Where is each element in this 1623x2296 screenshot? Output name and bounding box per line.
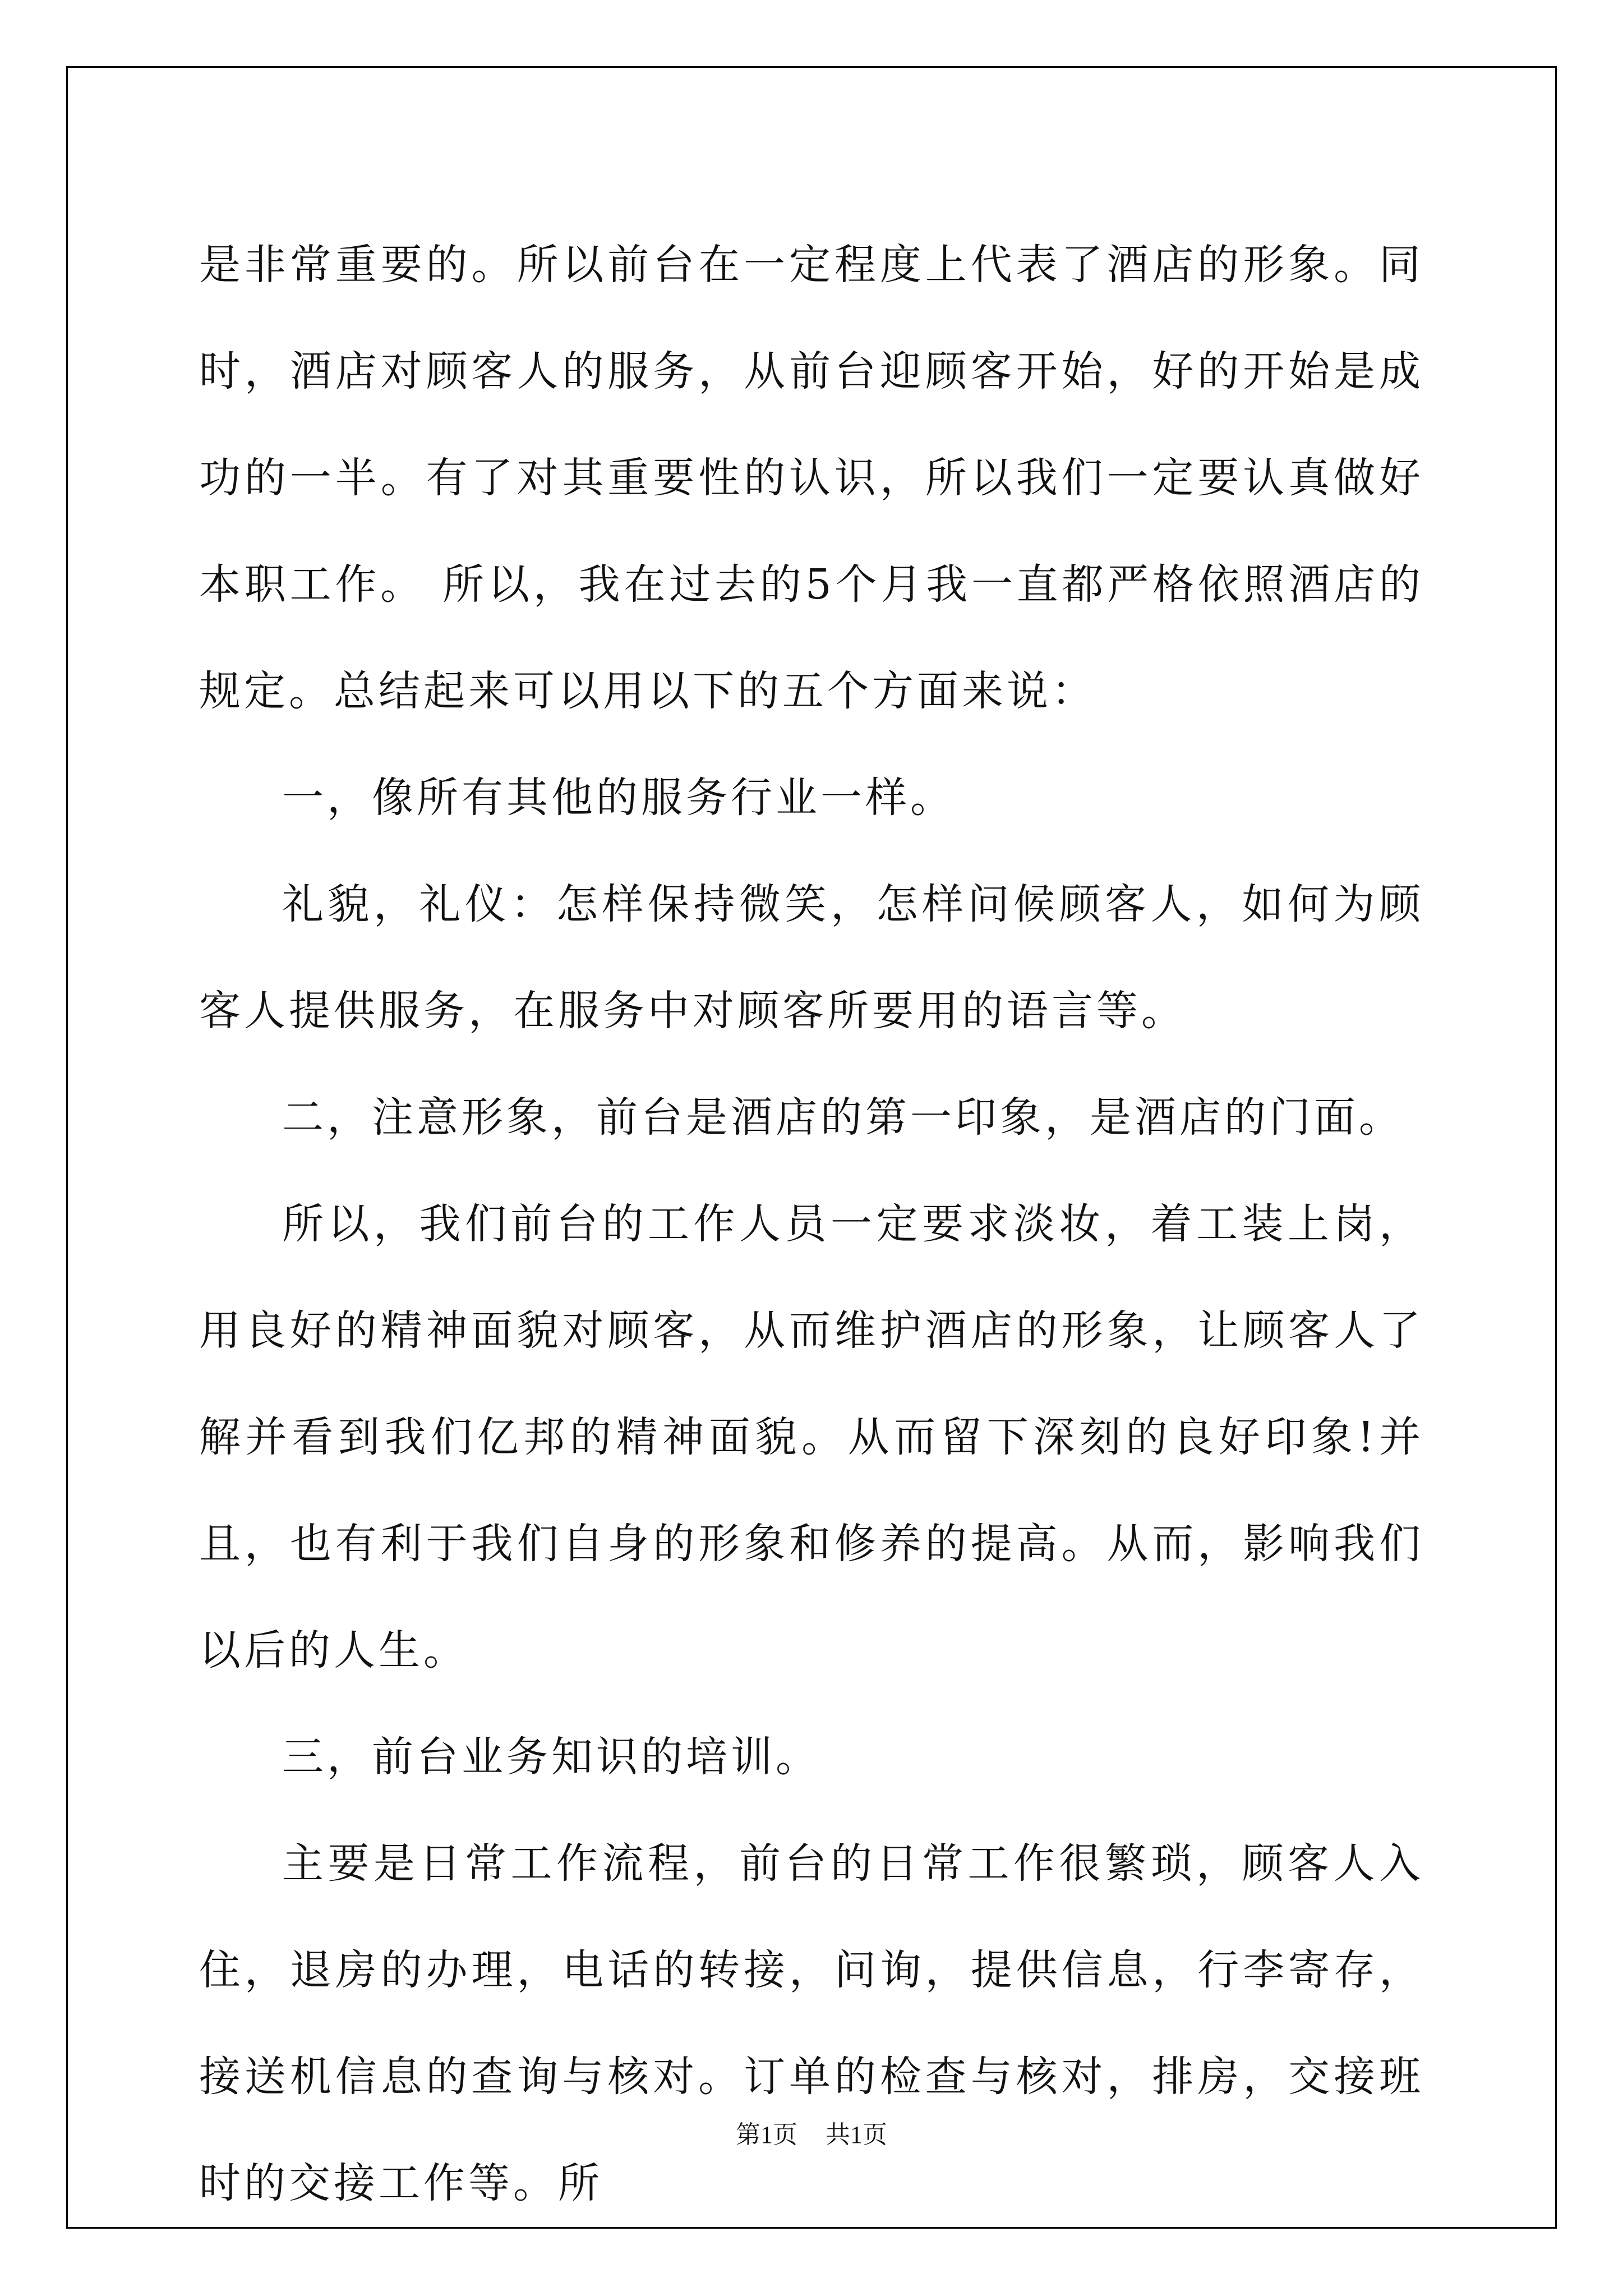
page-number-current: 第1页 — [736, 2121, 797, 2148]
page-footer — [0, 2118, 1623, 2152]
paragraph-5: 所以，我们前台的工作人员一定要求淡妆，着工装上岗，用良好的精神面貌对顾客，从而维护酒店的形象，让顾客人了解并看到我们亿邦的精神面貌。从而留下深刻的良好印象!并且，也有利于我们自身的形象和修养的提高。从而，影响我们以后的人生。 — [199, 1200, 1424, 1674]
paragraph-4: 二，注意形象，前台是酒店的第一印象，是酒店的门面。 — [282, 1093, 1404, 1142]
paragraph-7: 主要是日常工作流程，前台的日常工作很繁琐，顾客人入住，退房的办理，电话的转接，问询，提供信息，行李寄存，接送机信息的查询与核对。订单的检查与核对，排房，交接班时的交接工作等。所 — [199, 1839, 1424, 2207]
paragraph-1: 是非常重要的。所以前台在一定程度上代表了酒店的形象。同时，酒店对顾客人的服务，从前台迎顾客开始，好的开始是成功的一半。有了对其重要性的认识，所以我们一定要认真做好本职工作。 所以，我在过去的5个月我一直都严格依照酒店的规定。总结起来可以用以下的五个方面来说： — [199, 241, 1424, 715]
page-number-total: 共1页 — [826, 2121, 887, 2148]
paragraph-3: 礼貌，礼仪：怎样保持微笑，怎样问候顾客人，如何为顾客人提供服务，在服务中对顾客所要用的语言等。 — [199, 880, 1424, 1035]
paragraph-6: 三，前台业务知识的培训。 — [282, 1733, 820, 1781]
paragraph-2: 一，像所有其他的服务行业一样。 — [282, 774, 955, 822]
document-body — [199, 211, 1424, 2237]
